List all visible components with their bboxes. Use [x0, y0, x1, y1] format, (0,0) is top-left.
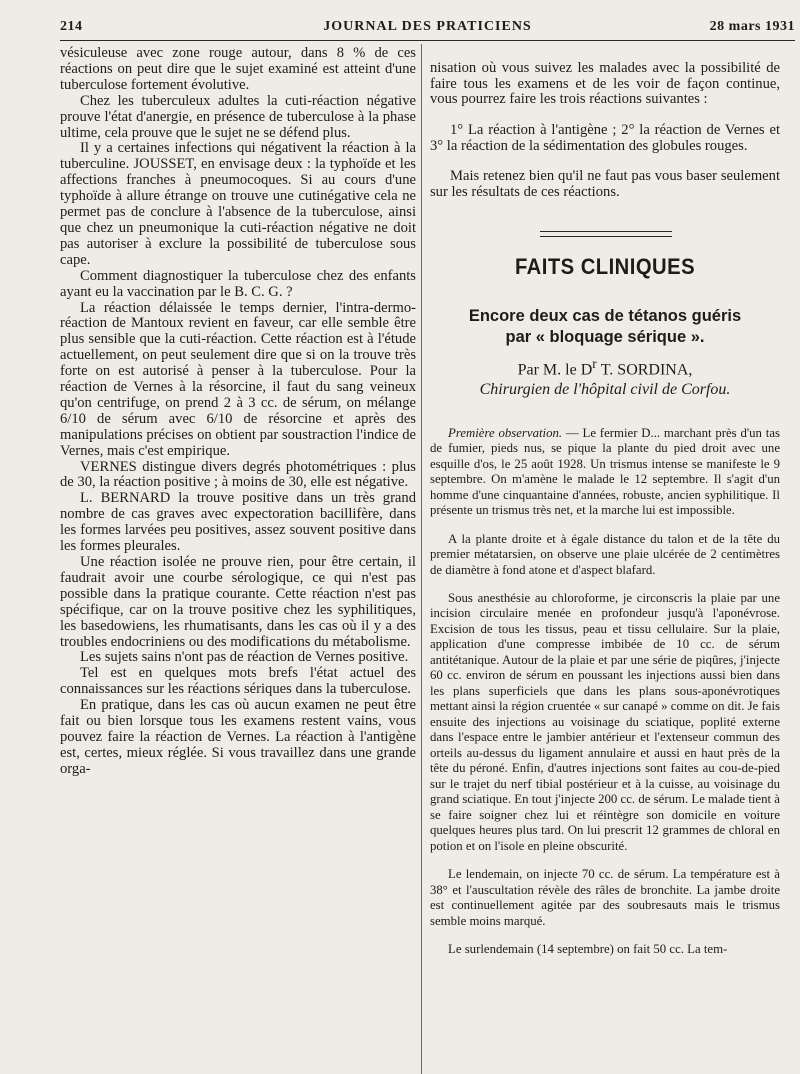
paragraph: 1° La réaction à l'antigène ; 2° la réaction de Vernes et 3° la réaction de la sédimentation des globules rouges. — [430, 121, 780, 154]
observation-label: Première observation. — [448, 425, 563, 440]
journal-title: JOURNAL DES PRATICIENS — [323, 19, 532, 34]
article-title-line: par « bloquage sérique ». — [505, 328, 705, 346]
paragraph: Mais retenez bien qu'il ne faut pas vous baser seulement sur les résultats de ces réactions. — [430, 168, 780, 201]
paragraph: VERNES distingue divers degrés photométriques : plus de 30, la réaction positive ; à moins de 30, elle est négative. — [60, 458, 416, 491]
paragraph: Le surlendemain (14 septembre) on fait 50 cc. La tem- — [448, 941, 728, 956]
article-title-line: Encore deux cas de tétanos guéris — [468, 307, 742, 325]
page-header — [60, 17, 795, 41]
paragraph-text: — Le fermier D... marchant près d'un tas de fumier, pieds nus, se pique la plante du pied droit avec une esquille d'os, le 25 août 1928. Un trismus intense se manifeste le 9 septembre. On m'amène le malade le 12 septembre. Il s'agit d'un homme d'une cinquantaine d'années, robuste, ancien syphilitique. Il présente un trismus très net, et la marche lui est impossible. — [430, 425, 780, 518]
article-body — [430, 413, 780, 959]
paragraph: Une réaction isolée ne prouve rien, pour être certain, il faudrait avoir une courbe sérologique, ce qui n'est pas possible dans la pratique courante. Cette réaction n'est pas spécifique, car on la trouve positive chez les syphilitiques, les basedowiens, les rhumatisants, dans les cas où il y a des troubles endocriniens ou des modifications du métabolisme. — [60, 554, 416, 650]
paragraph: Tel est en quelques mots brefs l'état actuel des connaissances sur les réactions sériques dans la tuberculose. — [60, 665, 416, 698]
left-column — [60, 46, 416, 778]
paragraph — [430, 426, 780, 519]
paragraph: Sous anesthésie au chloroforme, je circonscris la plaie par une incision circulaire menée en profondeur jusqu'à l'aponévrose. Excision de tous les tissus, peau et tissu cellulaire. Sur la plaie, application d'une compresse imbibée de 10 cc. de sérum antitétanique. Autour de la plaie et par une série de piqûres, j'injecte 60 cc. environ de sérum en poussant les injections aussi bien dans les plans superficiels que dans les plans sous-aponévrotiques mettant ainsi la région cruentée « sur canapé » comme on dit. Je fais ensuite des injections au voisinage du sciatique, poplité externe dans l'espace entre le jambier antérieur et l'extenseur commun des orteils au-dessus du ligament annulaire et aussi en haut près de la tête du péroné. Enfin, d'autres injections sont faites au cou-de-pied sur le trajet du nerf tibial postérieur et à la cuisse, au voisinage du grand sciatique. En tout j'injecte 200 cc. de sérum. Le malade tient à se faire soigner chez lui et réintègre son domicile en voiture quelques heures plus tard. On lui prescrit 12 grammes de chloral en potion et on l'isole en pleine obscurité. — [430, 590, 780, 853]
paragraph: Le lendemain, on injecte 70 cc. de sérum. La température est à 38° et l'auscultation révèle des râles de bronchite. La jambe droite est continuellement agitée par des soubresauts mais le trismus semble moins marqué. — [430, 867, 780, 928]
paragraph: L. BERNARD la trouve positive dans un très grand nombre de cas graves avec expectoration bacillifère, dans les formes larvées peu positives, assez souvent positive dans les formes pleurales. — [60, 490, 416, 555]
author-name: T. SORDINA, — [600, 361, 693, 379]
paragraph: Les sujets sains n'ont pas de réaction de Vernes positive. — [80, 649, 409, 666]
page-number: 214 — [60, 19, 83, 34]
paragraph: Chez les tuberculeux adultes la cuti-réaction négative prouve l'état d'anergie, en présence de tuberculose à la phase ultime, cela prouve que le sujet ne se défend plus. — [60, 92, 416, 141]
author-prefix-sup: r — [592, 356, 597, 371]
section-separator — [540, 231, 672, 237]
paragraph: La réaction délaissée le temps dernier, l'intra-dermo-réaction de Mantoux revient en faveur, car elle semble être plus sensible que la cuti-réaction. Cette réaction est à l'étude actuellement, on peut seulement dire que si on la trouve très forte on est autorisé à penser à la tuberculose. Pour la réaction de Vernes à la résorcine, il faut du sang veineux qu'on centrifuge, on prend 2 à 3 cc. de sérum, on mélange 6/10 de sérum avec 6/10 de résorcine et après des manipulations précises on obtient par soustraction l'indice de Vernes, mais c'est empirique. — [60, 299, 416, 459]
paragraph: vésiculeuse avec zone rouge autour, dans 8 % de ces réactions on peut dire que le sujet examiné est atteint d'une tuberculose fortement évolutive. — [60, 45, 416, 93]
right-column-intro — [430, 46, 780, 216]
paragraph: Comment diagnostiquer la tuberculose chez des enfants ayant eu la vaccination par le B. C. G. ? — [60, 267, 416, 300]
paragraph: Il y a certaines infections qui négativent la réaction à la tuberculine. JOUSSET, en envisage deux : la typhoïde et les affections franches à pneumocoques. Si au cours d'une typhoïde à allure étrange on trouve une cutinégative cela ne permet pas de conclure à l'absence de la tuberculose, ainsi que chez un pneumonique la cuti-réaction négative ne doit pas autoriser à exclure la possibilité de tuberculose sous cape. — [60, 140, 416, 268]
column-divider — [421, 44, 422, 1074]
article-author — [430, 354, 780, 380]
author-prefix: Par M. le D — [517, 361, 593, 379]
paragraph: nisation où vous suivez les malades avec la possibilité de faire tous les examens et de les voir de façon continue, vous pourrez faire les trois réactions suivantes : — [430, 59, 780, 108]
paragraph: A la plante droite et à égale distance du talon et de la tête du premier métatarsien, on observe une plaie ulcérée de 2 centimètres de diamètre à fond atone et d'aspect blafard. — [430, 531, 780, 577]
section-title: FAITS CLINIQUES — [514, 254, 696, 279]
paragraph: En pratique, dans les cas où aucun examen ne peut être fait ou bien lorsque tous les examens restent vains, vous pouvez faire la réaction de Vernes. La réaction à l'antigène est, certes, mieux réglée. Si vous travaillez dans une grande orga- — [60, 697, 416, 777]
author-affiliation: Chirurgien de l'hôpital civil de Corfou. — [479, 381, 731, 398]
article-title — [430, 306, 780, 348]
header-rule — [60, 40, 795, 41]
issue-date: 28 mars 1931 — [709, 19, 795, 34]
